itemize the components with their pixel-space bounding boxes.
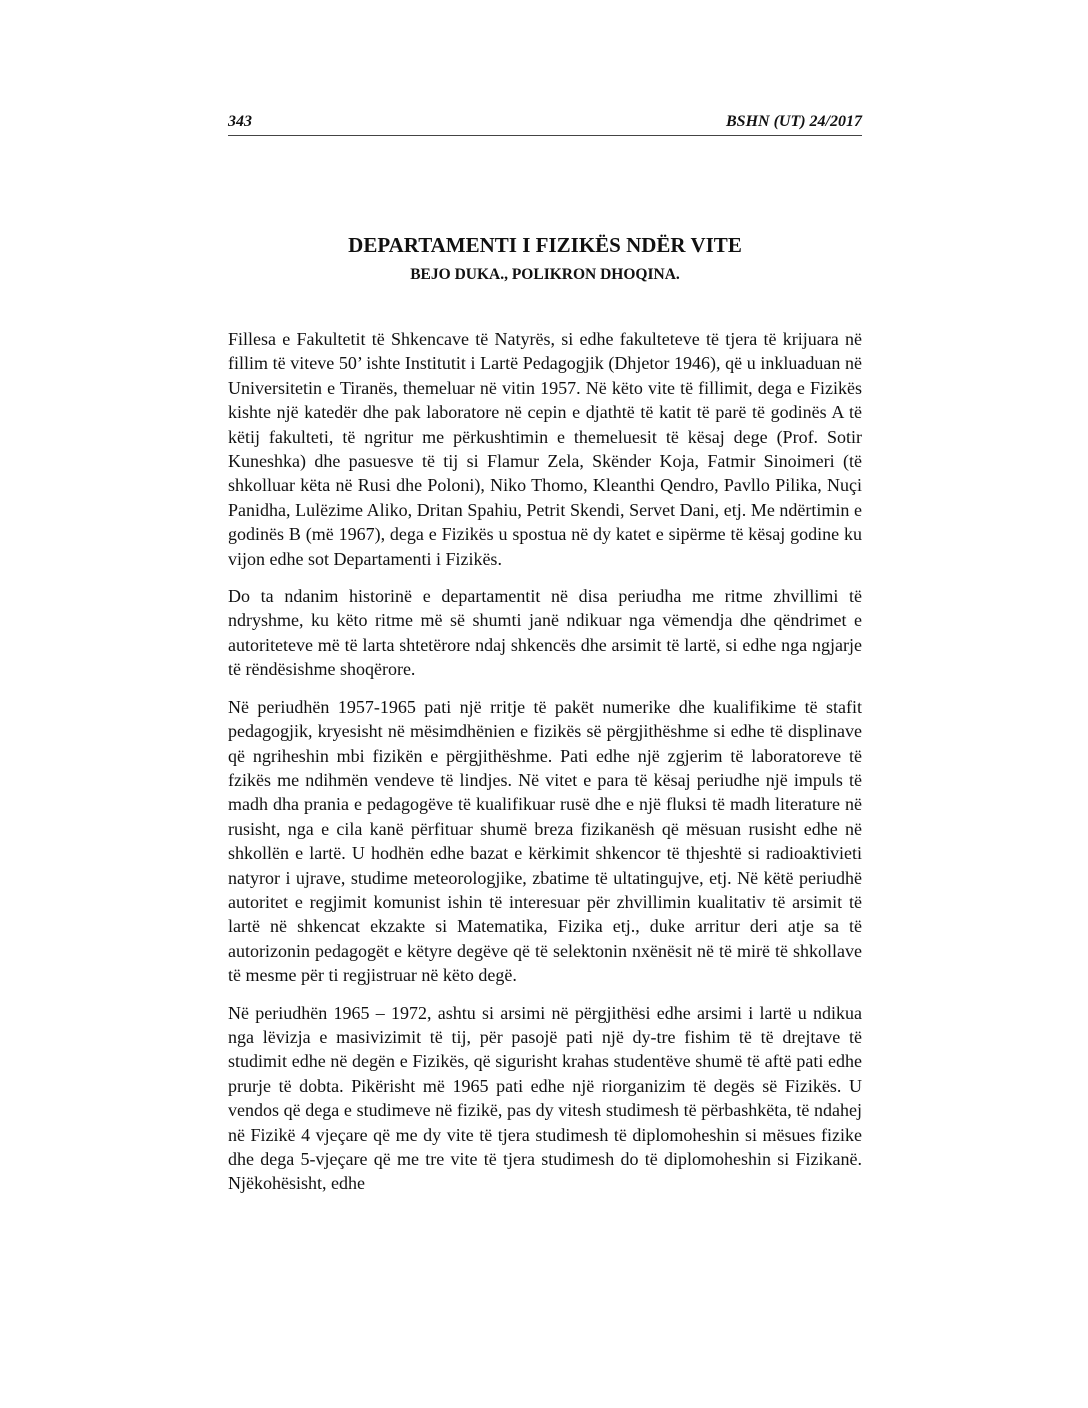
running-header [228,113,862,136]
article-body [228,327,862,1209]
journal-reference: BSHN (UT) 24/2017 [726,113,862,130]
paragraph: Në periudhën 1965 – 1972, ashtu si arsimi në përgjithësi edhe arsimi i lartë u ndikua nga lëvizja e masivizimit të tij, për pasojë pati një dy-tre fishim të të drejtave të studimit edhe në degën e Fizikës, që sigurisht krahas studentëve shumë të aftë pati edhe prurje të dobta. Pikërisht më 1965 pati edhe një riorganizim të degës së Fizikës. U vendos që dega e studimeve në fizikë, pas dy vitesh studimesh të përbashkëta, të ndahej në Fizikë 4 vjeçare që me dy vite të tjera studimesh të diplomoheshin si mësues fizike dhe dega 5-vjeçare që me tre vite të tjera studimesh do të diplomoheshin si Fizikanë. Njëkohësisht, edhe [228,1002,862,1194]
article-authors: BEJO DUKA., POLIKRON DHOQINA. [410,266,680,283]
paragraph: Në periudhën 1957-1965 pati një rritje të pakët numerike dhe kualifikime të stafit pedagogjik, kryesisht në mësimdhënien e fizikës së përgjithëshme si edhe të displinave që ngriheshin mbi fizikën e përgjithëshme. Pati edhe një zgjerim të laboratoreve të fzikës me ndihmën vendeve të lindjes. Në vitet e para të kësaj periudhe një impuls të madh dha prania e pedagogëve të kualifikuar rusë dhe e një fluksi të madh literature në rusisht, nga e cila kanë përfituar shumë breza fizikanësh që mësuan rusisht edhe në shkollën e lartë. U hodhën edhe bazat e kërkimit shkencor të thjeshtë si radioaktivieti natyror i ujrave, studime meteorologjike, zbatime të ultatingujve, etj. Në këtë periudhë autoritet e regjimit komunist ishin të interesuar për zhvillimin kualitativ të arsimit të lartë në shkencat ekzakte si Matematika, Fizika etj., duke arritur deri atje sa të autorizonin pedagogët e këtyre degëve që të selektonin nxënësit në të mirë të shkollave të mesme për ti regjistruar në këto degë. [228,696,862,986]
page-number: 343 [228,113,252,130]
article-title: DEPARTAMENTI I FIZIKËS NDËR VITE [348,233,742,257]
paragraph: Do ta ndanim historinë e departamentit në disa periudha me ritme zhvillimi të ndryshme, ku këto ritme më së shumti janë ndikuar nga vëmendja dhe qëndrimet e autoriteteve më të larta shtetërore ndaj shkencës dhe arsimit të lartë, si edhe nga ngjarje të rëndësishme shoqërore. [228,586,862,680]
paragraph: Fillesa e Fakultetit të Shkencave të Natyrës, si edhe fakulteteve të tjera të krijuara në fillim të viteve 50’ ishte Institutit i Lartë Pedagogjik (Dhjetor 1946), që u inkluaduan në Universitetin e Tiranës, themeluar në vitin 1957. Në këto vite të fillimit, dega e Fizikës kishte një katedër dhe pak laboratore në cepin e djathtë të katit të parë të godinës A të këtij fakulteti, të ngritur me përkushtimin e themeluesit të kësaj dege (Prof. Sotir Kuneshka) dhe pasuesve të tij si Flamur Zela, Skënder Koja, Fatmir Sinoimeri (të shkolluar këta në Rusi dhe Poloni), Niko Thomo, Kleanthi Qendro, Pavllo Pilika, Nuçi Panidha, Lulëzime Aliko, Dritan Spahiu, Petrit Skendi, Servet Dani, etj. Me ndërtimin e godinës B (më 1967), dega e Fizikës u spostua në dy katet e sipërme të kësaj godine ku vijon edhe sot Departamenti i Fizikës. [228,329,862,569]
